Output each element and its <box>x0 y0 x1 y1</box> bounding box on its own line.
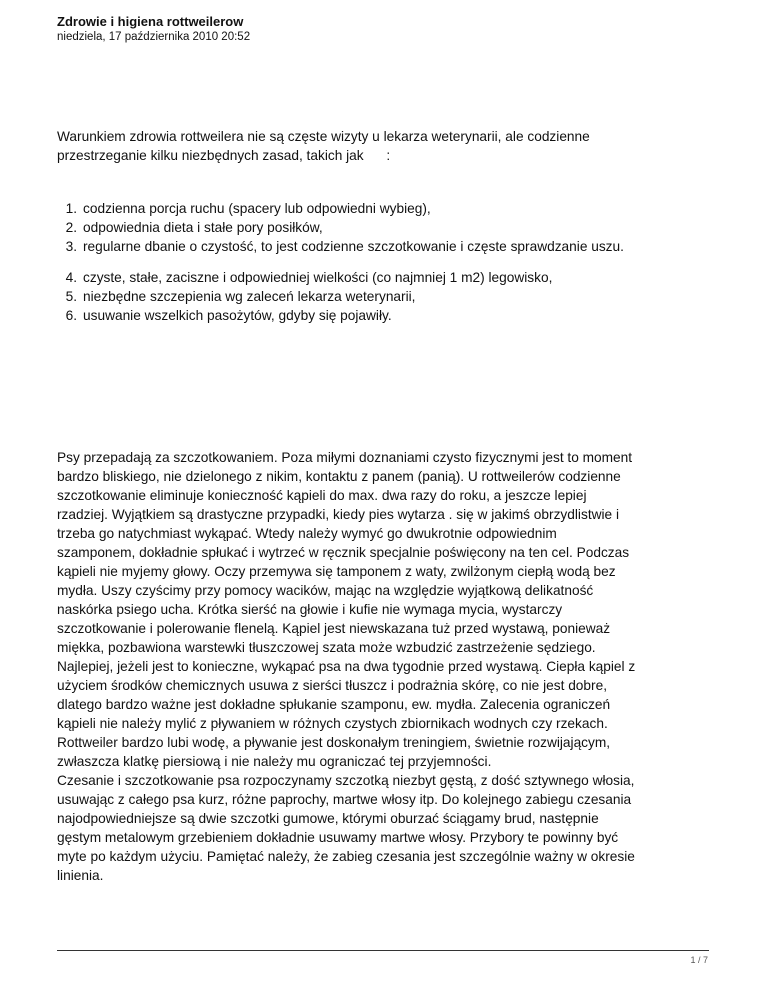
paragraph-line: trzeba go natychmiast wykąpać. Wtedy należy wymyć go dwukrotnie odpowiednim <box>57 526 557 541</box>
grooming-paragraph <box>57 448 717 771</box>
intro-line: przestrzeganie kilku niezbędnych zasad, takich jak : <box>57 148 391 163</box>
care-list-part-1 <box>57 199 717 256</box>
list-item <box>57 199 717 218</box>
care-list-part-2 <box>57 268 717 325</box>
list-number: 4. <box>65 270 77 285</box>
intro-line: Warunkiem zdrowia rottweilera nie są częste wizyty u lekarza weterynarii, ale codzienne <box>57 129 590 144</box>
document-date: niedziela, 17 października 2010 20:52 <box>57 31 251 43</box>
paragraph-line: rzadziej. Wyjątkiem są drastyczne przypadki, kiedy pies wytarza . się w jakimś obrzydlistwie i <box>57 507 620 522</box>
list-number: 5. <box>65 289 77 304</box>
paragraph-line: użyciem środków chemicznych usuwa z sierści tłuszcz i podrażnia skórę, co nie jest dobre, <box>57 678 607 693</box>
intro-paragraph <box>57 127 717 165</box>
paragraph-line: dlatego bardzo ważne jest dokładne spłukanie szamponu, ew. mydła. Zalecenia ograniczeń <box>57 697 611 712</box>
list-item <box>57 306 717 325</box>
list-item-text: czyste, stałe, zaciszne i odpowiedniej wielkości (co najmniej 1 m2) legowisko, <box>83 270 553 285</box>
paragraph-line: szczotkowanie eliminuje konieczność kąpieli do max. dwa razy do roku, a jeszcze lepiej <box>57 488 587 503</box>
page-header <box>57 14 250 44</box>
paragraph-line: miękka, pozbawiona warstewki tłuszczowej szata może wzbudzić zastrzeżenie sędziego. <box>57 640 596 655</box>
list-item-text: niezbędne szczepienia wg zaleceń lekarza weterynarii, <box>83 289 416 304</box>
list-item-text: regularne dbanie o czystość, to jest codzienne szczotkowanie i częste sprawdzanie uszu. <box>83 239 624 254</box>
list-number: 3. <box>65 239 77 254</box>
paragraph-line: bardzo bliskiego, nie dzielonego z nikim, kontaktu z panem (panią). U rottweilerów codzienne <box>57 469 621 484</box>
list-item <box>57 218 717 237</box>
paragraph-line: szczotkowanie i polerowanie flenelą. Kąpiel jest niewskazana tuż przed wystawą, ponieważ <box>57 621 611 636</box>
paragraph-line: mydła. Uszy czyścimy przy pomocy wacików, mając na względzie wyjątkową delikatność <box>57 583 594 598</box>
paragraph-line: najodpowiedniejsze są dwie szczotki gumowe, którymi oburzać ściągamy brud, następnie <box>57 811 599 826</box>
paragraph-line: Czesanie i szczotkowanie psa rozpoczynamy szczotką niezbyt gęstą, z dość sztywnego włosia, <box>57 773 635 788</box>
paragraph-line: gęstym metalowym grzebieniem dokładnie usuwamy martwe włosy. Przybory te powinny być <box>57 830 619 845</box>
brushing-paragraph <box>57 771 717 885</box>
paragraph-line: zwłaszcza klatkę piersiową i nie należy mu ograniczać tej przyjemności. <box>57 754 492 769</box>
list-number: 6. <box>65 308 77 323</box>
paragraph-line: kąpieli nie myjemy głowy. Oczy przemywa się tamponem z waty, zwilżonym ciepłą wodą bez <box>57 564 616 579</box>
paragraph-line: Najlepiej, jeżeli jest to konieczne, wykąpać psa na dwa tygodnie przed wystawą. Ciepła kąpiel z <box>57 659 636 674</box>
paragraph-line: szamponem, dokładnie spłukać i wytrzeć w ręcznik specjalnie poświęcony na ten cel. Podczas <box>57 545 630 560</box>
list-item <box>57 268 717 287</box>
list-number: 1. <box>65 201 77 216</box>
page-number: 1 / 7 <box>690 955 708 965</box>
paragraph-line: myte po każdym użyciu. Pamiętać należy, że zabieg czesania jest szczególnie ważny w okresie <box>57 849 635 864</box>
paragraph-line: kąpieli nie należy mylić z pływaniem w różnych czystych zbiornikach wodnych czy rzekach. <box>57 716 608 731</box>
list-item-text: odpowiednia dieta i stałe pory posiłków, <box>83 220 323 235</box>
paragraph-line: usuwając z całego psa kurz, różne paprochy, martwe włosy itp. Do kolejnego zabiegu czesania <box>57 792 632 807</box>
document-title: Zdrowie i higiena rottweilerow <box>57 14 244 29</box>
paragraph-line: linienia. <box>57 868 104 883</box>
footer-divider <box>57 950 709 951</box>
list-item <box>57 287 717 306</box>
paragraph-line: naskórka psiego ucha. Krótka sierść na głowie i kufie nie wymaga mycia, wystarczy <box>57 602 563 617</box>
list-number: 2. <box>65 220 77 235</box>
paragraph-line: Rottweiler bardzo lubi wodę, a pływanie jest doskonałym treningiem, świetnie rozwijającym, <box>57 735 611 750</box>
paragraph-line: Psy przepadają za szczotkowaniem. Poza miłymi doznaniami czysto fizycznymi jest to moment <box>57 450 633 465</box>
list-item-text: codzienna porcja ruchu (spacery lub odpowiedni wybieg), <box>83 201 431 216</box>
list-item <box>57 237 717 256</box>
list-item-text: usuwanie wszelkich pasożytów, gdyby się pojawiły. <box>83 308 392 323</box>
